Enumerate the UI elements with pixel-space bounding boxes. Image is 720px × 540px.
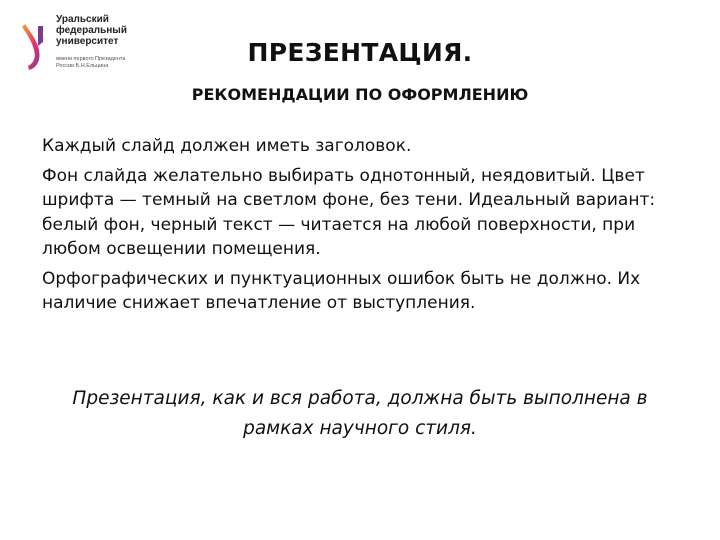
university-subtext: имени первого Президента России Б.Н.Ельцина bbox=[56, 56, 126, 69]
body-paragraph: Каждый слайд должен иметь заголовок. bbox=[42, 136, 412, 156]
slide-subtitle: РЕКОМЕНДАЦИИ ПО ОФОРМЛЕНИЮ bbox=[191, 85, 529, 104]
university-name: Уральский федеральный университет bbox=[56, 14, 127, 47]
body-paragraph: Орфографических и пунктуационных ошибок быть не должно. Их наличие снижает впечатление от выступления. bbox=[42, 268, 641, 313]
slide-body bbox=[42, 134, 682, 321]
body-paragraph: Фон слайда желательно выбирать однотонный, неядовитый. Цвет шрифта — темный на светлом фоне, без тени. Идеальный вариант: белый фон, черный текст — читается на любой поверхности, при любом освещении помещения. bbox=[42, 165, 656, 259]
slide-title: ПРЕЗЕНТАЦИЯ. bbox=[247, 38, 473, 67]
style-note: Презентация, как и вся работа, должна быть выполнена в рамках научного стиля. bbox=[72, 388, 648, 439]
